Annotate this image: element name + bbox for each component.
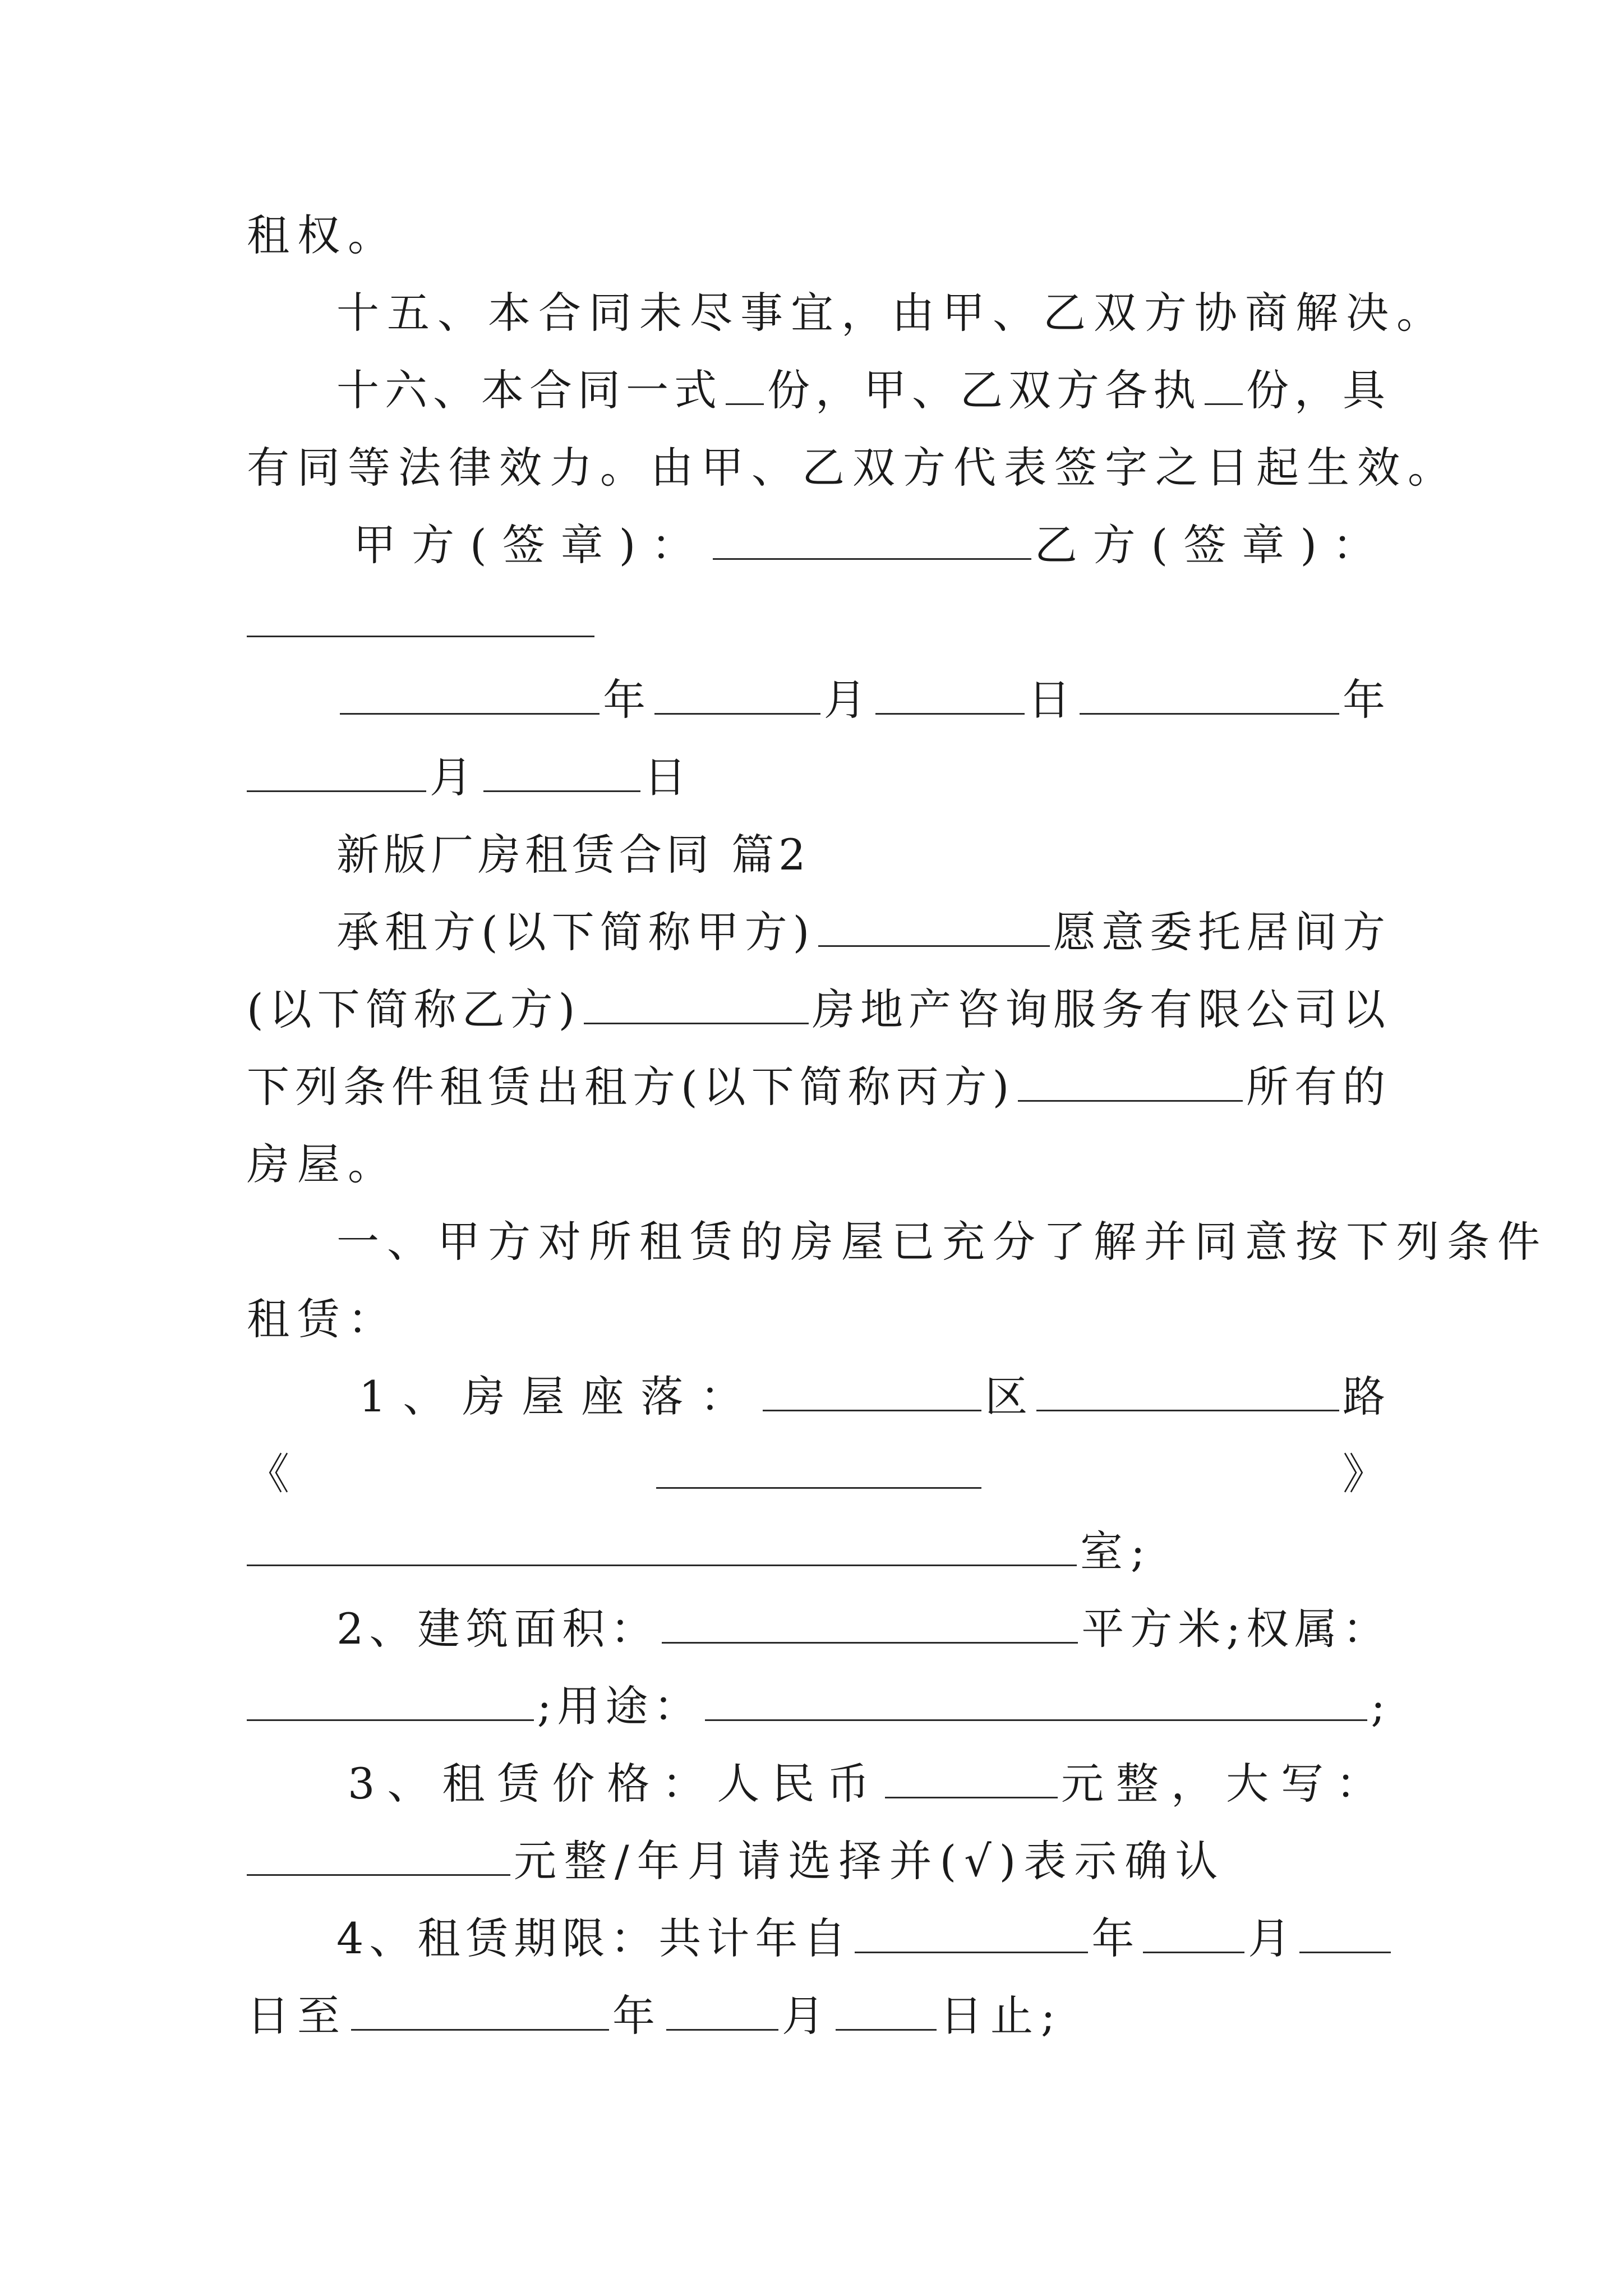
text: 年 [612, 1991, 663, 2041]
building-blank[interactable] [656, 1440, 981, 1489]
text: 《 [247, 1449, 295, 1499]
party-a-sign-label: 甲方(签章)： [353, 520, 710, 570]
text: 房屋。 [247, 1139, 398, 1189]
text: ; [1371, 1681, 1391, 1731]
text: 所有的 [1246, 1062, 1391, 1112]
text: 日至 [247, 1991, 348, 2041]
use-blank[interactable] [705, 1672, 1367, 1721]
room-blank[interactable] [247, 1517, 1077, 1566]
landlord-name-blank[interactable] [1018, 1053, 1243, 1102]
text: 元整/年月请选择并(√)表示确认 [514, 1836, 1226, 1886]
day-blank-2[interactable] [483, 743, 640, 792]
text: 租权。 [247, 210, 398, 260]
text: 1、房屋座落： [359, 1372, 760, 1421]
item-2-area [336, 1590, 1391, 1668]
end-month-blank[interactable] [666, 1982, 778, 2031]
tenant-name-blank[interactable] [818, 898, 1050, 947]
item-2-use [247, 1667, 1391, 1746]
day-label-2: 日 [644, 752, 694, 802]
text: 愿意委托居间方 [1053, 907, 1391, 957]
text: 2、建筑面积： [336, 1604, 659, 1654]
clause-16 [336, 351, 1391, 430]
text: 份，具 [1246, 365, 1391, 415]
month-label-2: 月 [430, 752, 480, 802]
start-day-blank[interactable] [1299, 1904, 1391, 1953]
item-3-price [348, 1745, 1391, 1823]
month-blank[interactable] [654, 666, 820, 715]
parties-line-1 [336, 893, 1391, 972]
text: 承租方(以下简称甲方) [336, 907, 815, 957]
text: 路 [1343, 1372, 1391, 1421]
end-year-blank[interactable] [351, 1982, 609, 2031]
text: 有同等法律效力。由甲、乙双方代表签字之日起生效。 [247, 443, 1458, 493]
text-line [247, 1125, 1391, 1204]
copies-each-blank[interactable] [1205, 356, 1243, 405]
text: (以下简称乙方) [247, 984, 581, 1034]
day-blank[interactable] [875, 666, 1025, 715]
text: 一、甲方对所租赁的房屋已充分了解并同意按下列条件 [336, 1217, 1548, 1267]
price-blank[interactable] [885, 1750, 1058, 1798]
text: 日止; [940, 1991, 1063, 2041]
text: 元整，大写： [1061, 1759, 1391, 1809]
item-4-term-cont [247, 1977, 1391, 2055]
text: 新版厂房租赁合同 篇2 [336, 830, 810, 880]
year-label: 年 [603, 675, 652, 725]
year-label-2: 年 [1343, 675, 1391, 725]
text-line [247, 1280, 1391, 1359]
start-year-blank[interactable] [855, 1904, 1088, 1953]
item-1-location-cont [247, 1435, 1391, 1513]
year-blank[interactable] [340, 666, 600, 715]
start-month-blank[interactable] [1143, 1904, 1244, 1953]
signature-line-cont [247, 583, 1391, 662]
copies-total-blank[interactable] [726, 356, 764, 405]
text: 份，甲、乙双方各执 [767, 365, 1201, 415]
ownership-blank[interactable] [247, 1672, 534, 1721]
clause-1 [336, 1203, 1548, 1281]
item-4-term [336, 1899, 1391, 1978]
text-line [247, 429, 1458, 507]
text: 》 [1343, 1449, 1391, 1499]
text-line [247, 196, 1391, 275]
text: 4、租赁期限：共计年自 [336, 1913, 852, 1963]
date-line-cont [247, 738, 1391, 817]
agent-name-blank[interactable] [584, 976, 809, 1024]
signature-line [353, 506, 1391, 585]
text: 区 [985, 1372, 1034, 1421]
text: 月 [1248, 1913, 1297, 1963]
text: 室; [1080, 1526, 1153, 1576]
party-b-sign-label: 乙方(签章)： [1034, 520, 1391, 570]
price-in-words-blank[interactable] [247, 1827, 510, 1876]
text: ;用途： [537, 1681, 702, 1731]
date-line [336, 661, 1391, 739]
month-label: 月 [823, 675, 872, 725]
item-1-location [359, 1358, 1391, 1436]
area-blank[interactable] [662, 1595, 1078, 1644]
month-blank-2[interactable] [247, 743, 426, 792]
text: 十五、本合同未尽事宜，由甲、乙双方协商解决。 [336, 288, 1447, 338]
party-b-sign-blank[interactable] [247, 588, 594, 637]
text: 月 [782, 1991, 832, 2041]
item-1-room [247, 1512, 1391, 1591]
section-title [336, 816, 1391, 894]
clause-15 [336, 274, 1447, 352]
text: 租赁： [247, 1294, 398, 1344]
text: 3、租赁价格：人民币 [348, 1759, 882, 1809]
text: 下列条件租赁出租方(以下简称丙方) [247, 1062, 1015, 1112]
text: 十六、本合同一式 [336, 365, 722, 415]
district-blank[interactable] [763, 1363, 981, 1411]
item-3-price-cont [247, 1822, 1391, 1901]
text: 平方米;权属： [1081, 1604, 1391, 1654]
road-blank[interactable] [1036, 1363, 1339, 1411]
year-blank-2[interactable] [1080, 666, 1339, 715]
day-label: 日 [1027, 675, 1076, 725]
text: 房地产咨询服务有限公司以 [812, 984, 1391, 1034]
end-day-blank[interactable] [836, 1982, 937, 2031]
parties-line-3 [247, 1048, 1391, 1126]
parties-line-2 [247, 970, 1391, 1049]
party-a-sign-blank[interactable] [713, 511, 1031, 560]
text: 年 [1091, 1913, 1140, 1963]
